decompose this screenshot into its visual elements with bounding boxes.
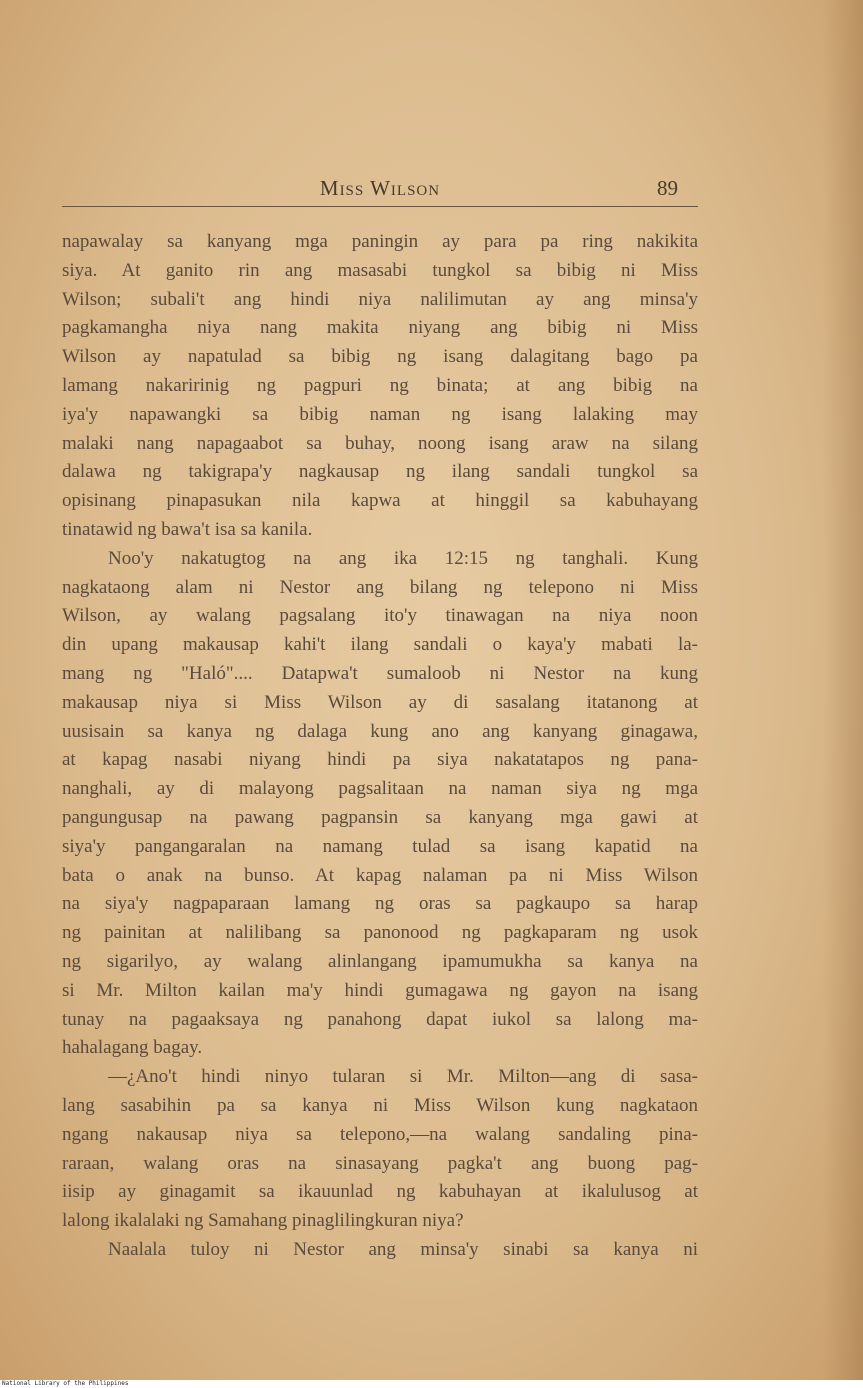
text-line: pangungusap na pawang pagpansin sa kanyang mga gawi at [62,806,698,828]
text-line: lamang nakaririnig ng pagpuri ng binata; at ang bibig na [62,374,698,396]
text-line: Noo'y nakatugtog na ang ika 12:15 ng tanghali. Kung [108,547,698,569]
text-line: din upang makausap kahi't ilang sandali o kaya'y mabati la- [62,634,698,656]
text-line: ng sigarilyo, ay walang alinlangang ipamumukha sa kanya na [62,950,698,972]
text-line: raraan, walang oras na sinasayang pagka't ang buong pag- [62,1152,698,1174]
text-line: opisinang pinapasukan nila kapwa at hinggil sa kabuhayang [62,490,698,512]
text-line: lang sasabihin pa sa kanya ni Miss Wilson kung nagkataon [62,1094,698,1116]
page-number: 89 [657,176,678,200]
text-line: dalawa ng takigrapa'y nagkausap ng ilang sandali tungkol sa [62,461,698,483]
text-line: si Mr. Milton kailan ma'y hindi gumagawa ng gayon na isang [62,979,698,1001]
text-line: tinatawid ng bawa't isa sa kanila. [62,518,313,540]
text-line: Wilson; subali't ang hindi niya nalilimutan ay ang minsa'y [62,288,698,310]
text-line: Wilson ay napatulad sa bibig ng isang dalagitang bago pa [62,346,698,368]
text-line: Wilson, ay walang pagsalang ito'y tinawagan na niya noon [62,605,698,627]
text-line: tunay na pagaaksaya ng panahong dapat iukol sa lalong ma- [62,1008,698,1030]
header-rule [62,206,698,207]
page-header [62,172,698,206]
text-line: pagkamangha niya nang makita niyang ang bibig ni Miss [62,317,698,339]
text-line: ng painitan at nalilibang sa panonood ng pagkaparam ng usok [62,922,698,944]
text-line: na siya'y nagpaparaan lamang ng oras sa pagkaupo sa harap [62,893,698,915]
text-line: nanghali, ay di malayong pagsalitaan na naman siya ng mga [62,778,698,800]
text-line: —¿Ano't hindi ninyo tularan si Mr. Milton—ang di sasa- [108,1066,698,1088]
running-title: Miss Wilson [319,176,441,200]
text-line: mang ng "Haló".... Datapwa't sumaloob ni Nestor na kung [62,662,698,684]
text-line: iya'y napawangki sa bibig naman ng isang lalaking may [62,403,698,425]
text-line: lalong ikalalaki ng Samahang pinaglilingkuran niya? [62,1210,464,1232]
text-line: ngang nakausap niya sa telepono,—na walang sandaling pina- [62,1123,698,1145]
text-line: malaki nang napagaabot sa buhay, noong isang araw na silang [62,432,698,454]
text-line: hahalagang bagay. [62,1037,203,1059]
text-line: bata o anak na bunso. At kapag nalaman pa ni Miss Wilson [62,864,698,886]
library-credit: National Library of the Philippines [2,1380,302,1388]
text-line: nagkataong alam ni Nestor ang bilang ng telepono ni Miss [62,576,698,598]
text-line: Naalala tuloy ni Nestor ang minsa'y sinabi sa kanya ni [108,1238,698,1260]
text-line: makausap niya si Miss Wilson ay di sasalang itatanong at [62,691,698,713]
body-text [62,228,698,1265]
text-line: at kapag nasabi niyang hindi pa siya nakatatapos ng pana- [62,749,698,771]
text-line: siya'y pangangaralan na namang tulad sa isang kapatid na [62,835,698,857]
text-line: uusisain sa kanya ng dalaga kung ano ang kanyang ginagawa, [62,720,698,742]
text-line: siya. At ganito rin ang masasabi tungkol sa bibig ni Miss [62,259,698,281]
text-line: napawalay sa kanyang mga paningin ay para pa ring nakikita [62,231,698,252]
text-line: iisip ay ginagamit sa ikauunlad ng kabuhayan at ikalulusog at [62,1181,698,1203]
page-edge-shadow [823,0,863,1380]
